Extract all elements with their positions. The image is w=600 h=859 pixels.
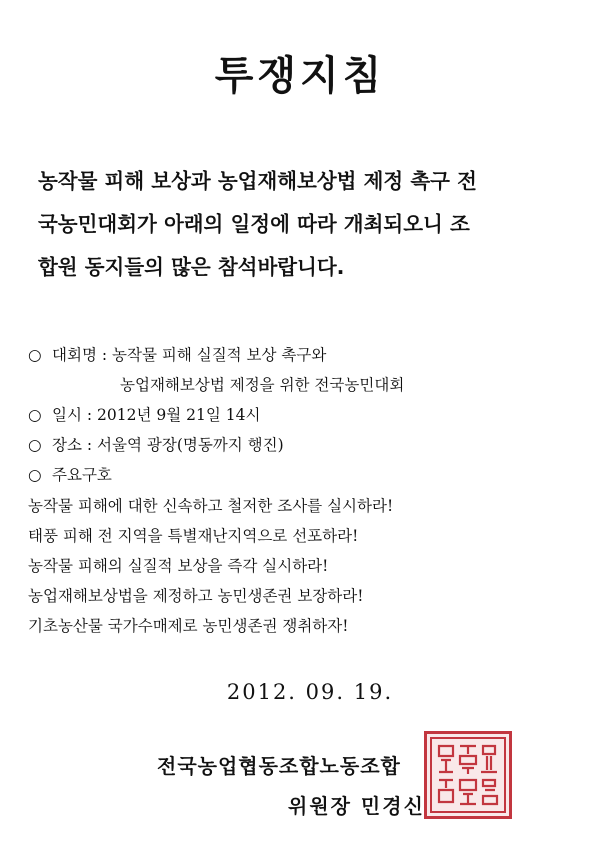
slogan-item: 태풍 피해 전 지역을 특별재난지역으로 선포하라! <box>28 527 359 545</box>
intro-line: 농작물 피해 보상과 농업재해보상법 제정 촉구 전 <box>38 169 477 193</box>
slogan-item: 농업재해보상법을 제정하고 농민생존권 보장하라! <box>28 587 364 605</box>
slogans-header-row <box>28 460 578 490</box>
event-name-text: 대회명 : 농작물 피해 실질적 보상 촉구와 <box>52 346 327 364</box>
slogans-header-text: 주요구호 <box>52 466 112 484</box>
circle-bullet-icon: ○ <box>28 466 42 484</box>
slogan-item: 농작물 피해의 실질적 보상을 즉각 실시하라! <box>28 557 329 575</box>
intro-line: 합원 동지들의 많은 참석바랍니다. <box>38 255 345 279</box>
official-seal-icon <box>424 731 512 819</box>
document-title: 투쟁지침 <box>214 53 386 99</box>
event-name-row <box>28 340 578 370</box>
intro-paragraph <box>38 160 578 289</box>
circle-bullet-icon: ○ <box>28 406 42 424</box>
place-row <box>28 430 578 460</box>
document-date: 2012. 09. 19. <box>226 680 394 704</box>
circle-bullet-icon: ○ <box>28 436 42 454</box>
representative-name: 위원장 민경신 <box>288 794 425 818</box>
slogan-item: 기초농산물 국가수매제로 농민생존권 쟁취하자! <box>28 617 349 635</box>
place-text: 장소 : 서울역 광장(명동까지 행진) <box>52 436 284 454</box>
event-name-continuation: 농업재해보상법 제정을 위한 전국농민대회 <box>120 376 405 394</box>
event-details <box>28 340 578 490</box>
organization-name: 전국농업협동조합노동조합 <box>157 754 401 778</box>
slogan-list <box>28 491 588 641</box>
slogan-item: 농작물 피해에 대한 신속하고 철저한 조사를 실시하라! <box>28 497 394 515</box>
datetime-text: 일시 : 2012년 9월 21일 14시 <box>52 406 261 424</box>
datetime-row <box>28 400 578 430</box>
intro-line: 국농민대회가 아래의 일정에 따라 개최되오니 조 <box>38 212 470 236</box>
circle-bullet-icon: ○ <box>28 346 42 364</box>
